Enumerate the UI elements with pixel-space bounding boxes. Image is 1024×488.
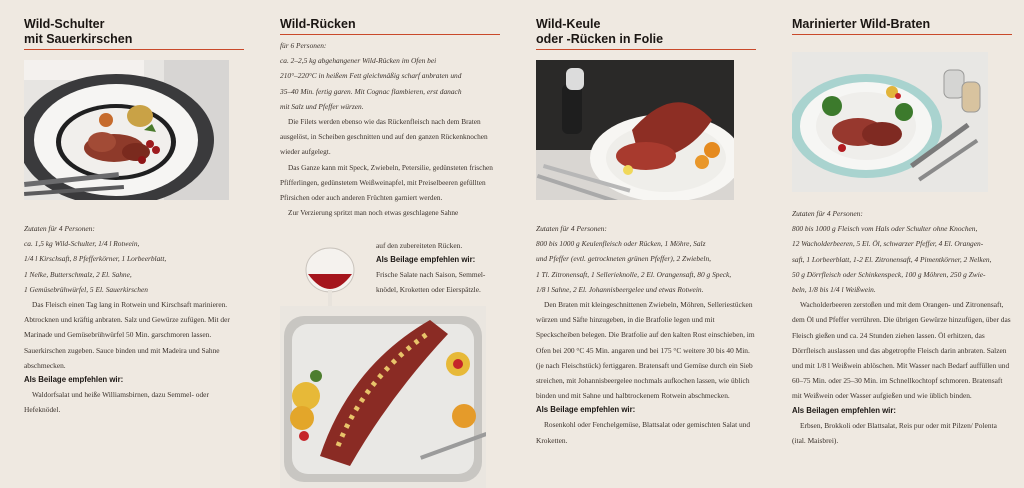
intro-line: 210°–220°C in heißem Fett gleichmäßig scharf anbraten und (280, 71, 462, 81)
ingredients-block (24, 221, 244, 417)
recipe-title: Wild-Rücken (280, 17, 500, 35)
intro-line: 35–40 Min. fertig garen. Mit Cognac flambieren, erst danach (280, 86, 462, 96)
paragraph-end: auf den zubereiteten Rücken. (376, 241, 463, 250)
ingredient-line: 800 bis 1000 g Fleisch vom Hals oder Schulter ohne Knochen, (792, 224, 978, 234)
ingredients-title: Zutaten für 4 Personen: (24, 224, 95, 233)
recipe-wild-keule (536, 0, 756, 488)
right-text-block (376, 238, 500, 298)
ingredient-line: 800 bis 1000 g Keulenfleisch oder Rücken, 1 Möhre, Salz (536, 239, 706, 249)
side-dish-heading: Als Beilage empfehlen wir: (376, 255, 476, 265)
recipe-wild-schulter (24, 0, 244, 488)
method-text: Den Braten mit kleingeschnittenen Zwiebeln, Möhren, Selleriestücken würzen und Säfte hinzugeben, in die Bratfolie legen und mit Speckscheiben belegen. Die Bratfolie auf den kalten Rost einschieben, im Ofen bei 200 °C 45 Min. angaren und bei 175 °C weitere 30 bis 40 Min. (je nach Fleischstück) fertiggaren. Bratensaft und Gemüse durch ein Sieb streichen, mit Johannisbeergelee nochmals aufkochen lassen, wie üblich binden und mit Sahne und halbtrockenem Rotwein abschmecken. (536, 300, 755, 401)
dish-photo-wild-braten (792, 52, 988, 192)
side-dish-text: Erbsen, Brokkoli oder Blattsalat, Reis pur oder mit Pilzen/ Polenta (ital. Maisbrei). (792, 420, 997, 445)
ingredient-line: 12 Wacholderbeeren, 5 El. Öl, schwarzer Pfeffer, 4 El. Orangen- (792, 239, 984, 249)
method-text: Wacholderbeeren zerstoßen und mit dem Orangen- und Zitronensaft, dem Öl und Pfeffer verrühren. Die übrigen Gewürze hinzufügen, über das Fleisch gießen und ca. 24 Stunden ziehen lassen. Öl erhitzen, das Dörrfleisch auslassen und das abgetropfte Fleisch darin anbraten. Salzen und mit 1/8 l Weißwein ablöschen. Mit Wasser nach Bedarf auffüllen und 60–75 Min. oder 25–30 Min. im Schnellkochtopf schmoren. Bratensaft mit Weißwein oder Wasser aufgießen und wie üblich binden. (792, 300, 1011, 401)
side-dish-text: Waldorfsalat und heiße Williamsbirnen, dazu Semmel- oder Hefeknödel. (24, 390, 209, 415)
side-dish-line: knödel, Kroketten oder Eierspätzle. (376, 285, 481, 295)
ingredients-title: Zutaten für 4 Personen: (536, 224, 607, 233)
method-text: Das Fleisch einen Tag lang in Rotwein und Kirschsaft marinieren. Abtrocknen und kräftig anbraten. Salz und Gewürze zufügen. Mit der Marinade und Gemüsebrühwürfel 50 Min. garschmoren lassen. Sauerkirschen zugeben. Sauce binden und mit Madeira und Sahne abschmecken. (24, 300, 230, 370)
ingredients-title: Zutaten für 4 Personen: (792, 209, 863, 218)
dish-photo-wild-schulter (24, 60, 229, 200)
dish-photo-wild-ruecken (280, 306, 486, 488)
paragraph: Die Filets werden ebenso wie das Rückenfleisch nach dem Braten ausgelöst, in Scheiben geschnitten und auf den ganzen Rückenknochen wieder aufgelegt. (280, 117, 488, 157)
side-dish-heading: Als Beilagen empfehlen wir: (792, 405, 896, 415)
ingredient-line: 1/8 l Sahne, 2 El. Johannisbeergelee und etwas Rotwein. (536, 284, 704, 294)
ingredient-line: 1/4 l Kirschsaft, 8 Pfefferkörner, 1 Lorbeerblatt, (24, 254, 167, 264)
recipe-wild-ruecken (280, 0, 500, 488)
ingredients-block (792, 206, 1012, 448)
intro-line: mit Salz und Pfeffer würzen. (280, 101, 364, 111)
intro-line: für 6 Personen: (280, 41, 327, 50)
side-dish-line: Frische Salate nach Saison, Semmel- (376, 270, 486, 280)
ingredients-block (536, 221, 756, 448)
side-dish-text: Rosenkohl oder Fenchelgemüse, Blattsalat oder gemischten Salat und Kroketten. (536, 420, 751, 445)
ingredient-line: saft, 1 Lorbeerblatt, 1-2 El. Zitronensaft, 4 Pimentkörner, 2 Nelken, (792, 254, 992, 264)
intro-block (280, 38, 500, 220)
side-dish-heading: Als Beilage empfehlen wir: (536, 405, 636, 415)
recipe-title: Wild-Keule oder -Rücken in Folie (536, 17, 756, 50)
recipe-title: Marinierter Wild-Braten (792, 17, 1012, 35)
ingredient-line: 50 g Dörrfleisch oder Schinkenspeck, 100 g Möhren, 250 g Zwie- (792, 269, 986, 279)
ingredient-line: und Pfeffer (evtl. getrockneten grünen Pfeffer), 2 Zwiebeln, (536, 254, 711, 264)
paragraph: Zur Verzierung spritzt man noch etwas geschlagene Sahne (288, 208, 459, 218)
dish-photo-wild-keule (536, 60, 734, 200)
ingredient-line: 1 Nelke, Butterschmalz, 2 El. Sahne, (24, 269, 132, 279)
side-dish-heading: Als Beilage empfehlen wir: (24, 375, 124, 385)
ingredient-line: 1 Tl. Zitronensaft, 1 Sellerieknolle, 2 El. Orangensaft, 80 g Speck, (536, 269, 732, 279)
recipe-marinierter-wild-braten (792, 0, 1012, 488)
ingredient-line: ca. 1,5 kg Wild-Schulter, 1/4 l Rotwein, (24, 239, 140, 249)
ingredient-line: beln, 1/8 bis 1/4 l Weißwein. (792, 285, 876, 295)
recipe-title: Wild-Schulter mit Sauerkirschen (24, 17, 244, 50)
paragraph: Das Ganze kann mit Speck, Zwiebeln, Petersilie, gedünsteten frischen Pfifferlingen, gedünstetem Weißweinapfel, mit Preiselbeeren gefüllten Pfirsichen oder auch anderen Früchten garniert werden. (280, 162, 493, 203)
intro-line: ca. 2–2,5 kg abgehangener Wild-Rücken im Ofen bei (280, 56, 437, 66)
ingredient-line: 1 Gemüsebrühwürfel, 5 El. Sauerkirschen (24, 284, 148, 294)
